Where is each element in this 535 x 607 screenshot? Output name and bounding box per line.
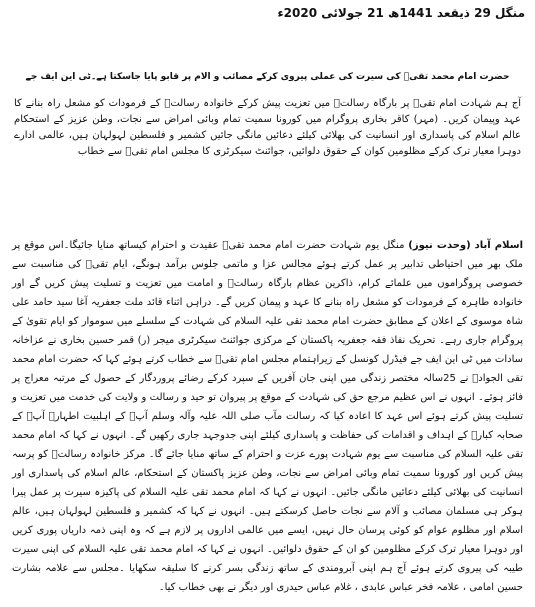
article-body: [12, 236, 523, 597]
publication-date: منگل 29 ذیقعد 1441ھ 21 جولائی 2020ء: [277, 6, 525, 20]
headline: حضرت امام محمد تقیؑ کی سیرت کی عملی پیروی کرکے مصائب و آلام پر قابو پایا جاسکتا ہے۔ٹی این ایف جے: [25, 72, 510, 83]
news-agency: (وحدت نیوز): [408, 240, 471, 251]
article-place: اسلام آباد: [474, 240, 523, 251]
lede-text: آج ہم شہادت امام تقیؑ پر بارگاہ رسالتؐ میں تعزیت پیش کرکے خانوادہ رسالتؐ کے فرمودات کو مشعل راہ بنانے کا عہد وپیمان کریں۔ (مہر) کاقر بخاری پروگرام میں کورونا سمیت تمام وبائی امراض سے نجات، وطن عزیز کے استحکام عالم اسلام کی پاسداری اور انسانیت کی بھلائی کیلئے دعائیں مانگی جائیں کشمیر و فلسطین لہولہان ہیں، عالمی ادارے دوہرا معیار ترک کرکے مظلومین کوان کے حقوق دلوائیں، جوائنٹ سیکرٹری کا مجلس امام تقیؑ سے خطاب: [14, 98, 521, 157]
article-text: منگل یوم شہادت حضرت امام محمد تقیؑ عقیدت و احترام کیساتھ منایا جائیگا۔اس موقع پر ملک بھر میں احتیاطی تدابیر پر عمل کرتے ہوئے مجالس عزا و ماتمی جلوس برآمد ہونگے، ایام تقیؑ کی مناسبت سے خصوصی پروگراموں میں علمائے کرام، ذاکرین عظام بارگاہ رسالتؐ و امامت میں تعزیت و تسلیت پیش کریں گے اور خانوادہ طاہرہ کے فرمودات کو مشعل راہ بنانے کا عہد و پیمان کریں گے۔ دراہں اثناء قائد ملت جعفریہ آغا سید حامد علی شاہ موسوی کے اعلان کے مطابق حضرت امام محمد تقی علیہ السلام کی شہادت کے سلسلے میں سوموار کو ایام تقویٰ کے پروگرام جاری رہے۔ تحریک نفاذ فقہ جعفریہ پاکستان کے مرکزی جوائنٹ سیکرٹری میجر (ر) قمر حسین بخاری نے عزاخانہ سادات میں ٹی این ایف جے فیڈرل کونسل کے زیراہتمام مجلس امام تقیؑ سے خطاب کرتے ہوئے کہا کہ حضرت امام محمد تقی الجوادؑ نے 25سالہ مختصر زندگی میں اپنی جان آفریں کے سپرد کرکے رضائے پروردگار کے حصول کے مرتبہ معراج پر فائز ہوئے۔ انہوں نے اس عظیم مرجع حق کی شہادت کے موقع پر پیروان تو حید و رسالت و ولایت کی خدمت میں تعزیت و تسلیت پیش کرتے ہوئے اس عہد کا اعادہ کیا کہ رسالت مآب صلی اللہ علیہ وآلہ وسلم آپؐ کے اہلبیت اطہارؑ آپؐ کے صحابہ کبارؓ کے اہداف و اقدامات کی حفاظت و پاسداری کیلئے اپنی جدوجہد جاری رکھیں گے۔ انہوں نے کہا کہ امام محمد تقی علیہ السلام کی مناسبت سے یوم شہادت پورے عزت و احترام کے ساتھ منایا جائے گا۔ مرکز خانوادہ رسالتؐ کو پرسہ پیش کریں اور کورونا سمیت تمام وبائی امراض سے نجات، وطن عزیز پاکستان کے استحکام، عالم اسلام کی پاسداری اور انسانیت کی بھلائی کیلئے دعائیں مانگی جائیں۔ انہوں نے کہا کہ امام محمد تقی علیہ السلام کی پاکیزہ سیرت پر عمل پیرا ہوکر ہی مسلمان مصائب و آلام سے نجات حاصل کرسکتے ہیں۔ انہوں نے کہا کہ کشمیر و فلسطین لہولہان ہیں، عالم اسلام اور مظلوم عوام کو کوئی پرسان حال نہیں، ایسے میں عالمی اداروں پر لازم ہے کہ وہ اپنی ذمہ داریاں پوری کریں اور دوہرا معیار ترک کرکے مظلومین کو ان کے حقوق دلوائیں۔ انہوں نے کہا کہ امام محمد تقی علیہ السلام کی اپنی سیرت طیبہ کی پیروی کرتے ہوئے آج ہم اپنی آبرومندی کے ساتھ زندگی بسر کرنے کا سلیقہ سکھایا ۔مجلس سے علامہ بشارت حسین امامی ، علامہ فخر عباس عابدی ، غلام عباس حیدری اور دیگر نے بھی خطاب کیا۔: [12, 240, 523, 593]
lede-summary: [14, 96, 521, 160]
article-paragraph: [12, 236, 523, 597]
